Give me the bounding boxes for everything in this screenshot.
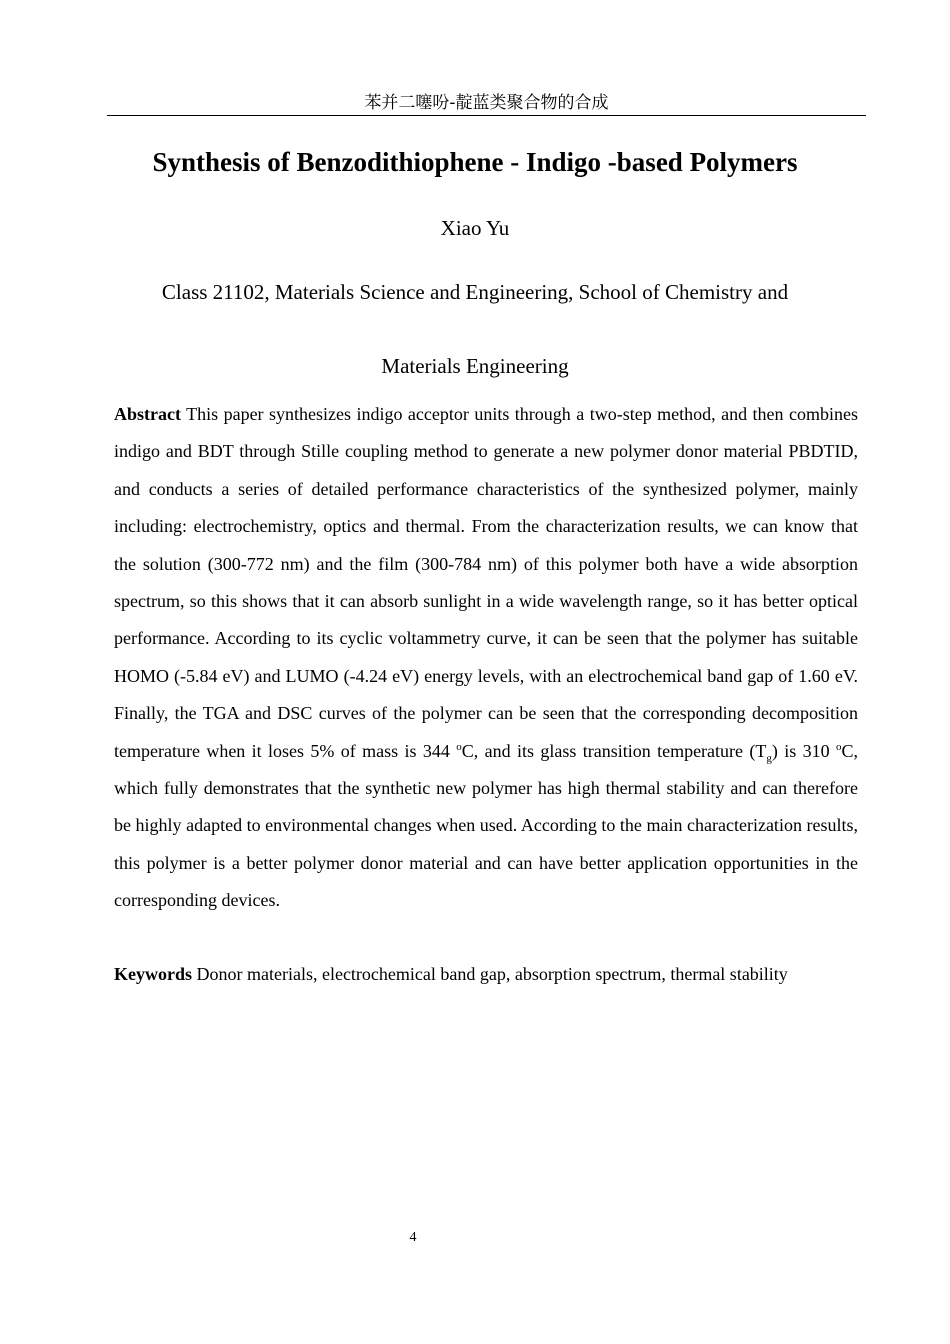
abstract-text-part-2: C, and its glass transition temperature (T — [461, 740, 767, 761]
abstract-text-part-4: C, which fully demonstrates that the synthetic new polymer has high thermal stability and can therefore be highly adapted to environmental changes when used. According to the main characterization results, this polymer is a better polymer donor material and can have better application opportunities in the corresponding devices. — [114, 740, 859, 911]
degree-symbol: o — [836, 740, 842, 753]
abstract-text-part-3: ) is 310 — [771, 740, 836, 761]
abstract-label: Abstract — [114, 404, 181, 424]
author-affiliation: Class 21102, Materials Science and Engineering, School of Chemistry and Materials Engineering — [161, 280, 789, 378]
keywords-line — [114, 959, 858, 989]
abstract-text-part-1: This paper synthesizes indigo acceptor units through a two-step method, and then combines indigo and BDT through Stille coupling method to generate a new polymer donor material PBDTID, and conducts a series of detailed performance characteristics of the synthesized polymer, mainly including: electrochemistry, optics and thermal. From the characterization results, we can know that the solution (300-772 nm) and the film (300-784 nm) of this polymer both have a wide absorption spectrum, so this shows that it can absorb sunlight in a wide wavelength range, so it has better optical performance. According to its cyclic voltammetry curve, it can be seen that the polymer has suitable HOMO (-5.84 eV) and LUMO (-4.24 eV) energy levels, with an electrochemical band gap of 1.60 eV. Finally, the TGA and DSC curves of the polymer can be seen that the corresponding decomposition temperature when it loses 5% of mass is 344 — [114, 404, 858, 761]
page-number: 4 — [409, 1230, 417, 1245]
degree-symbol: o — [456, 740, 462, 753]
running-header: 苯并二噻吩-靛蓝类聚合物的合成 — [107, 91, 866, 116]
author-name: Xiao Yu — [440, 216, 510, 240]
keywords-label: Keywords — [114, 964, 192, 984]
abstract-paragraph — [114, 396, 858, 920]
keywords-text: Donor materials, electrochemical band gap, absorption spectrum, thermal stability — [192, 964, 788, 984]
paper-title: Synthesis of Benzodithiophene - Indigo -based Polymers — [152, 147, 798, 177]
glass-transition-subscript: g — [766, 752, 772, 765]
